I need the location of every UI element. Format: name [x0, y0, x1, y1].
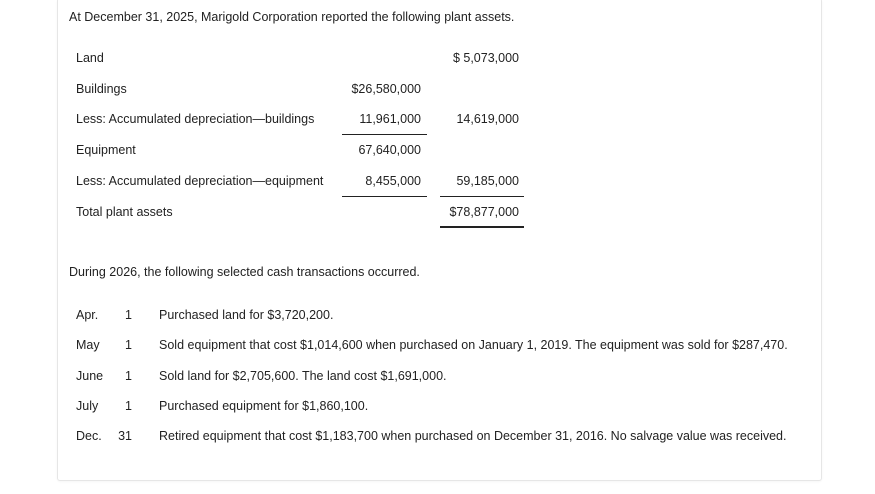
transaction-day: 1: [125, 308, 132, 322]
transaction-description: Retired equipment that cost $1,183,700 when purchased on December 31, 2016. No salvage value was received.: [159, 429, 787, 443]
transaction-description: Sold land for $2,705,600. The land cost $1,691,000.: [159, 369, 447, 383]
transaction-day: 1: [125, 369, 132, 383]
buildings-label: Buildings: [76, 82, 127, 96]
intro-text: At December 31, 2025, Marigold Corporation reported the following plant assets.: [69, 10, 515, 24]
buildings-amount: $26,580,000: [351, 82, 421, 96]
subtotal-underline: [440, 196, 524, 197]
total-plant-assets-label: Total plant assets: [76, 205, 173, 219]
land-label: Land: [76, 51, 104, 65]
accum-dep-buildings-amount: 11,961,000: [359, 112, 421, 126]
buildings-net-total: 14,619,000: [456, 112, 519, 126]
transaction-month: July: [76, 399, 99, 413]
transaction-description: Purchased equipment for $1,860,100.: [159, 399, 369, 413]
equipment-net-total: 59,185,000: [456, 174, 519, 188]
accum-dep-equipment-amount: 8,455,000: [365, 174, 421, 188]
land-total: $ 5,073,000: [452, 51, 519, 65]
transaction-day: 1: [125, 338, 132, 352]
transaction-month: Apr.: [76, 308, 99, 322]
equipment-underline: [342, 196, 427, 197]
transaction-description: Sold equipment that cost $1,014,600 when purchased on January 1, 2019. The equipment was sold for $287,470.: [159, 338, 788, 352]
transaction-month: Dec.: [76, 429, 102, 443]
equipment-amount: 67,640,000: [358, 143, 421, 157]
transactions-intro: During 2026, the following selected cash transactions occurred.: [69, 265, 420, 279]
accum-dep-buildings-label: Less: Accumulated depreciation—buildings: [76, 112, 315, 126]
transaction-month: June: [76, 369, 104, 383]
transaction-day: 1: [125, 399, 132, 413]
total-double-underline: [440, 226, 524, 228]
equipment-label: Equipment: [76, 143, 136, 157]
buildings-underline: [342, 134, 427, 135]
transaction-month: May: [76, 338, 100, 352]
accum-dep-equipment-label: Less: Accumulated depreciation—equipment: [76, 174, 324, 188]
transaction-day: 31: [118, 429, 132, 443]
total-plant-assets-amount: $78,877,000: [449, 205, 519, 219]
transaction-description: Purchased land for $3,720,200.: [159, 308, 334, 322]
